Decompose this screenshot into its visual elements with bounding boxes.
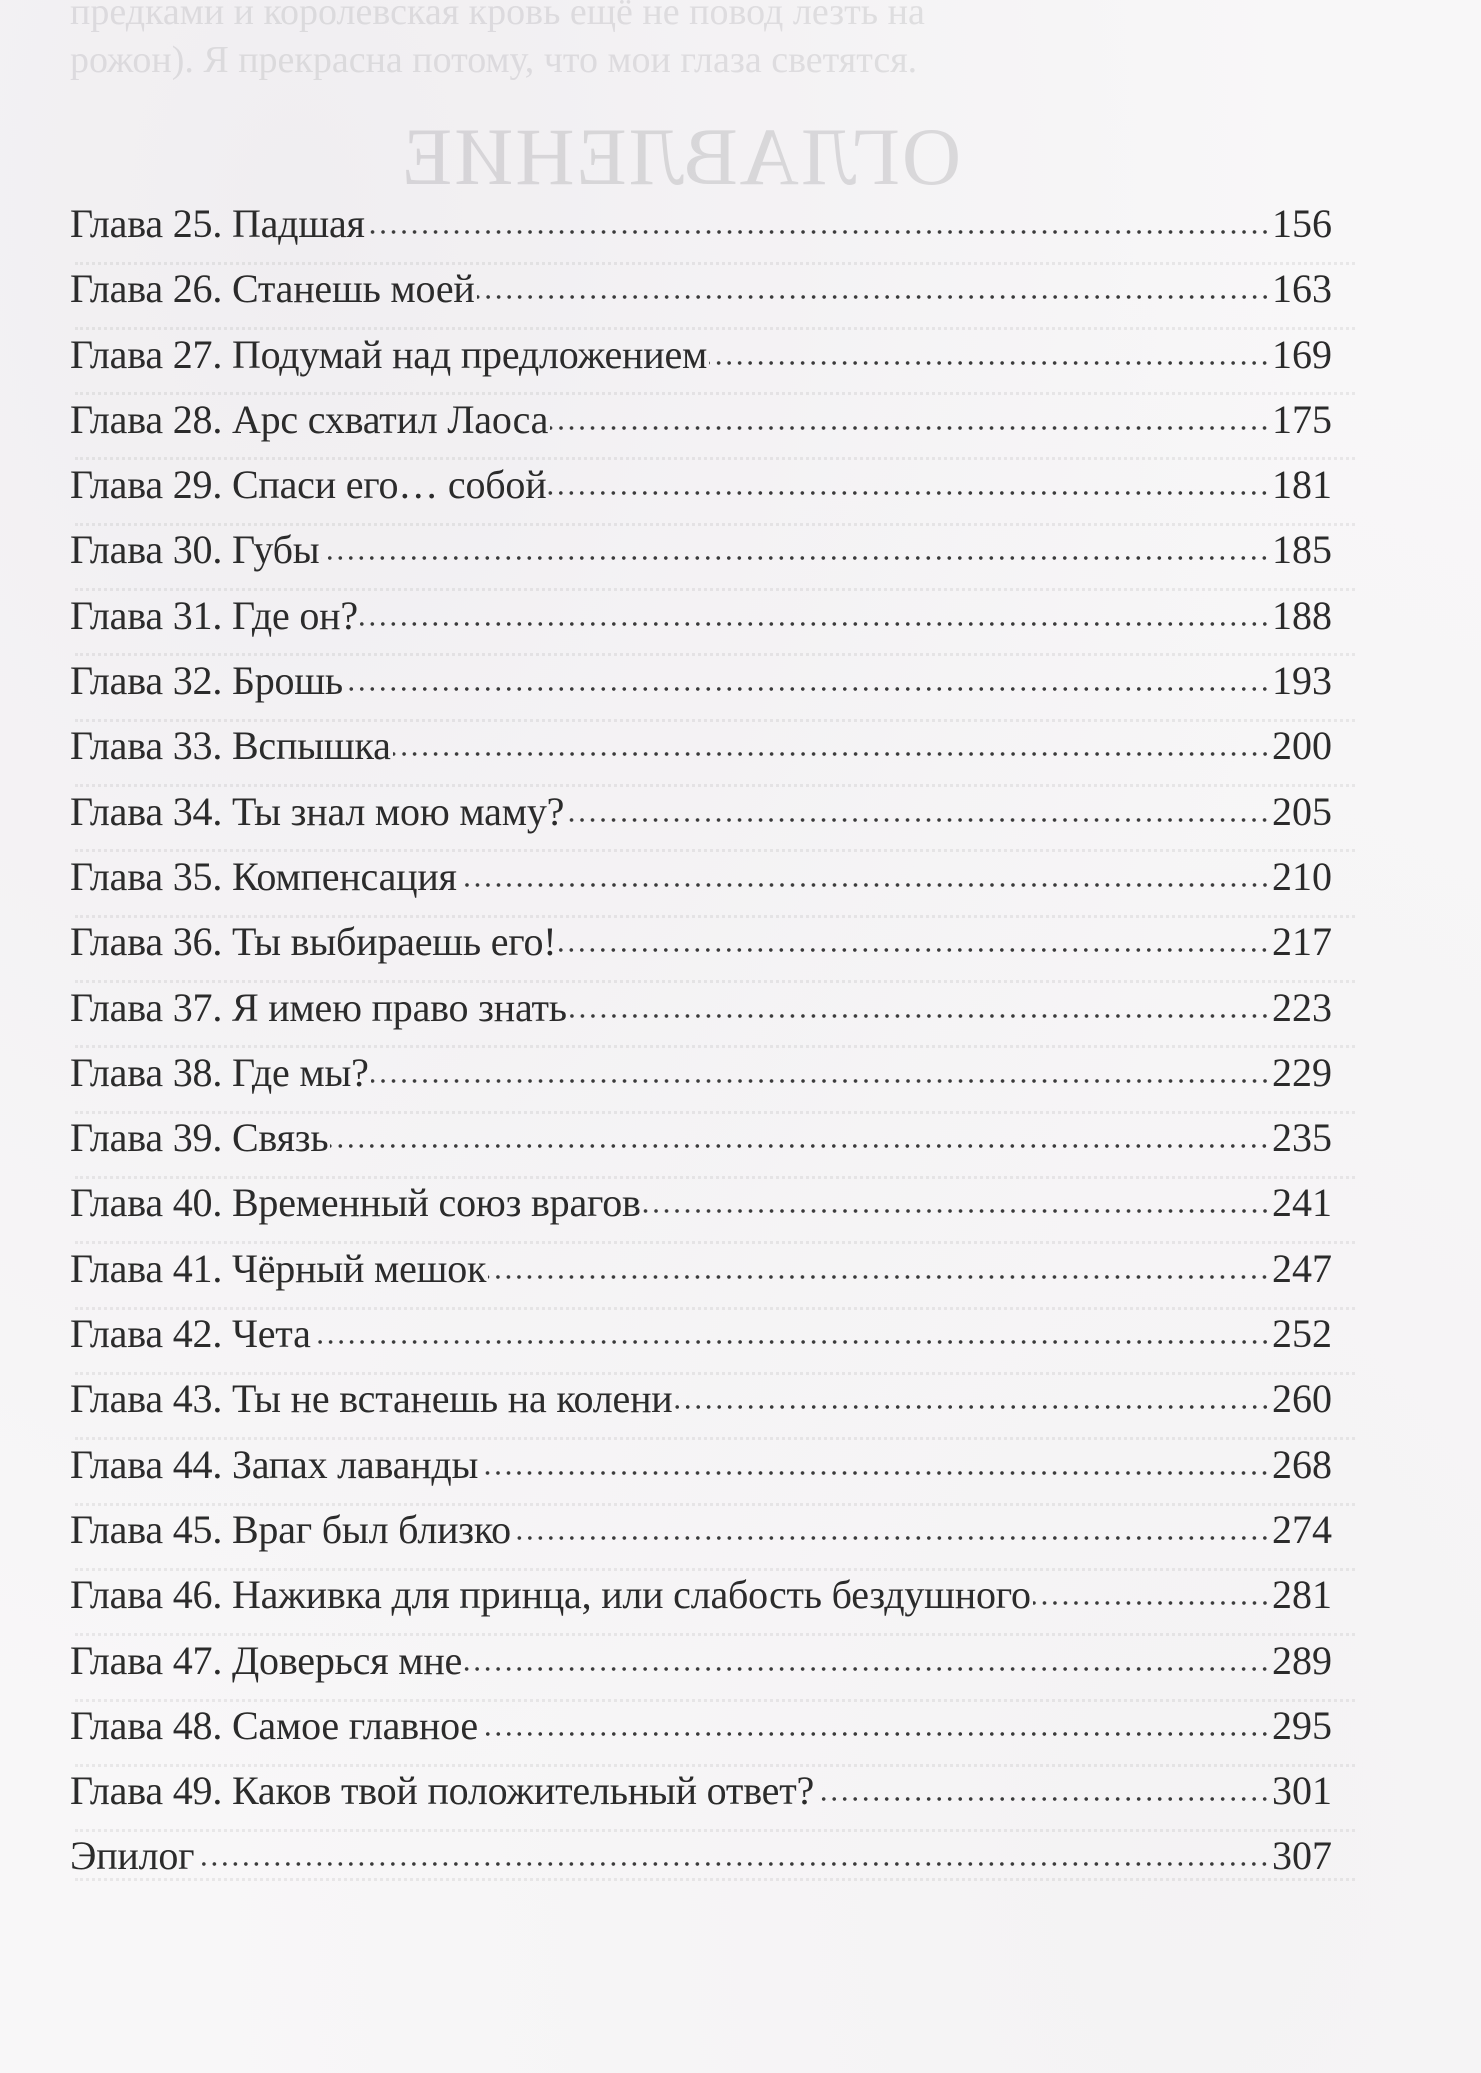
toc-entry-page: 217	[1272, 919, 1332, 965]
dot-leader	[816, 1796, 1270, 1802]
toc-entry-page: 281	[1272, 1572, 1332, 1618]
toc-entry-title: Глава 46. Наживка для принца, или слабость бездушного	[70, 1572, 1031, 1618]
toc-entry-page: 200	[1272, 723, 1332, 769]
toc-entry-title: Глава 49. Каков твой положительный ответ?	[70, 1768, 815, 1814]
toc-entry[interactable]	[70, 982, 1332, 1047]
toc-entry-title: Глава 30. Губы	[70, 527, 320, 573]
toc-entry-title: Глава 34. Ты знал мою маму?	[70, 788, 565, 834]
toc-entry[interactable]	[70, 916, 1332, 981]
dot-leader	[196, 1861, 1270, 1867]
toc-entry-title: Глава 27. Подумай над предложением	[70, 331, 708, 377]
dot-leader	[367, 229, 1270, 235]
toc-entry-title: Глава 48. Самое главное	[70, 1702, 478, 1748]
toc-entry[interactable]	[70, 1700, 1332, 1765]
toc-entry[interactable]	[70, 1373, 1332, 1438]
toc-entry[interactable]	[70, 1439, 1332, 1504]
toc-entry-title: Глава 26. Станешь моей	[70, 266, 475, 312]
dot-leader	[313, 1339, 1270, 1345]
toc-entry-page: 223	[1272, 984, 1332, 1030]
bleed-through-text-line: рожон). Я прекрасна потому, что мои глаза светятся.	[70, 39, 918, 81]
dot-leader	[345, 686, 1270, 692]
table-of-contents	[70, 198, 1332, 1896]
toc-entry[interactable]	[70, 1112, 1332, 1177]
toc-entry-page: 289	[1272, 1637, 1332, 1683]
toc-entry-page: 307	[1272, 1833, 1332, 1879]
dot-leader	[675, 1404, 1270, 1410]
toc-entry-page: 156	[1272, 201, 1332, 246]
dot-leader	[464, 1666, 1270, 1672]
toc-entry[interactable]	[70, 263, 1332, 328]
toc-entry-page: 188	[1272, 592, 1332, 638]
bleed-through-text-line: предками и королевская кровь ещё не повод лезть на	[70, 0, 925, 33]
toc-entry-title: Эпилог	[70, 1833, 195, 1879]
dot-leader	[480, 1731, 1270, 1737]
toc-entry-page: 301	[1272, 1768, 1332, 1814]
dot-leader	[488, 1274, 1270, 1280]
dot-leader	[330, 1143, 1270, 1149]
toc-entry[interactable]	[70, 1765, 1332, 1830]
toc-entry[interactable]	[70, 459, 1332, 524]
toc-entry[interactable]	[70, 655, 1332, 720]
dot-leader	[709, 360, 1270, 366]
toc-entry-epilogue[interactable]	[70, 1830, 1332, 1895]
toc-entry-title: Глава 31. Где он?	[70, 592, 358, 638]
toc-entry[interactable]	[70, 198, 1332, 263]
toc-entry-page: 268	[1272, 1441, 1332, 1487]
toc-entry-page: 252	[1272, 1311, 1332, 1357]
toc-entry-page: 247	[1272, 1245, 1332, 1291]
toc-entry-title: Глава 37. Я имею право знать	[70, 984, 567, 1030]
bleed-through-heading: ОГЛАВЛЕНИЕ	[400, 111, 962, 202]
toc-entry-page: 235	[1272, 1115, 1332, 1161]
dot-leader	[459, 882, 1270, 888]
toc-entry-title: Глава 33. Вспышка	[70, 723, 391, 769]
toc-entry-page: 163	[1272, 266, 1332, 312]
toc-entry[interactable]	[70, 1635, 1332, 1700]
toc-entry[interactable]	[70, 329, 1332, 394]
toc-entry-title: Глава 39. Связь	[70, 1115, 329, 1161]
toc-entry-title: Глава 32. Брошь	[70, 658, 343, 704]
toc-entry-page: 169	[1272, 331, 1332, 377]
toc-entry[interactable]	[70, 1569, 1332, 1634]
toc-entry-title: Глава 28. Арс схватил Лаоса	[70, 396, 549, 442]
dot-leader	[480, 1470, 1270, 1476]
dot-leader	[569, 1013, 1270, 1019]
toc-entry-page: 175	[1272, 396, 1332, 442]
dot-leader	[393, 751, 1270, 757]
dot-leader	[513, 1535, 1270, 1541]
toc-entry-page: 295	[1272, 1702, 1332, 1748]
toc-entry-title: Глава 42. Чета	[70, 1311, 311, 1357]
dot-leader	[558, 947, 1270, 953]
dot-leader	[477, 294, 1270, 300]
toc-entry[interactable]	[70, 1243, 1332, 1308]
toc-entry-title: Глава 41. Чёрный мешок	[70, 1245, 487, 1291]
toc-entry[interactable]	[70, 720, 1332, 785]
toc-entry[interactable]	[70, 1047, 1332, 1112]
toc-entry[interactable]	[70, 1308, 1332, 1373]
dot-leader	[548, 490, 1270, 496]
toc-entry[interactable]	[70, 590, 1332, 655]
dot-leader	[550, 425, 1270, 431]
toc-entry-page: 260	[1272, 1376, 1332, 1422]
dot-leader	[566, 817, 1270, 823]
toc-entry[interactable]	[70, 394, 1332, 459]
toc-entry-page: 210	[1272, 853, 1332, 899]
toc-entry-page: 181	[1272, 462, 1332, 508]
toc-entry-page: 274	[1272, 1506, 1332, 1552]
toc-entry-title: Глава 35. Компенсация	[70, 853, 457, 899]
toc-entry[interactable]	[70, 851, 1332, 916]
dot-leader	[371, 1078, 1270, 1084]
toc-entry-title: Глава 43. Ты не встанешь на колени	[70, 1376, 673, 1422]
dot-leader	[1033, 1600, 1270, 1606]
toc-entry-page: 229	[1272, 1049, 1332, 1095]
toc-entry-title: Глава 45. Враг был близко	[70, 1506, 511, 1552]
toc-entry[interactable]	[70, 786, 1332, 851]
dot-leader	[321, 555, 1270, 561]
toc-entry[interactable]	[70, 1504, 1332, 1569]
toc-entry-title: Глава 40. Временный союз врагов	[70, 1180, 641, 1226]
toc-entry-title: Глава 38. Где мы?	[70, 1049, 369, 1095]
toc-entry[interactable]	[70, 1177, 1332, 1242]
toc-entry-page: 241	[1272, 1180, 1332, 1226]
toc-entry-title: Глава 25. Падшая	[70, 201, 365, 246]
toc-entry-title: Глава 44. Запах лаванды	[70, 1441, 479, 1487]
toc-entry[interactable]	[70, 524, 1332, 589]
dot-leader	[643, 1208, 1270, 1214]
toc-entry-page: 205	[1272, 788, 1332, 834]
toc-entry-title: Глава 47. Доверься мне	[70, 1637, 463, 1683]
dot-leader	[360, 621, 1270, 627]
toc-entry-page: 193	[1272, 658, 1332, 704]
toc-entry-title: Глава 36. Ты выбираешь его!	[70, 919, 557, 965]
toc-entry-title: Глава 29. Спаси его… собой	[70, 462, 547, 508]
toc-entry-page: 185	[1272, 527, 1332, 573]
